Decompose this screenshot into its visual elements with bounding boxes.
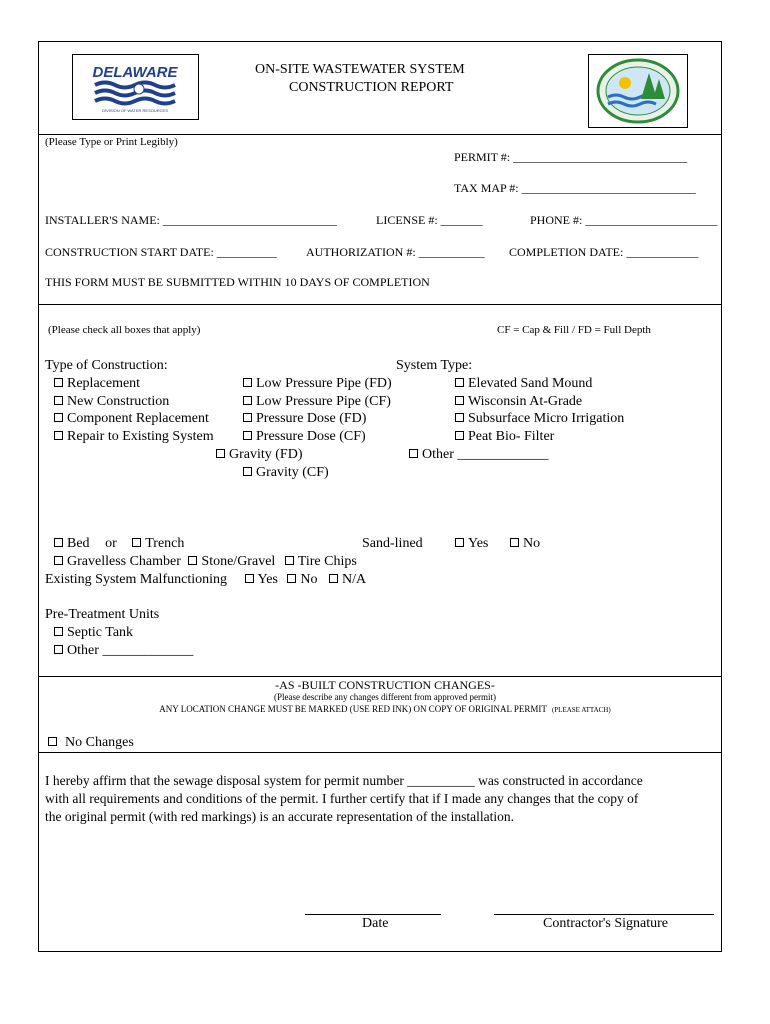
checkbox[interactable]: [54, 378, 63, 387]
section-divider: [38, 676, 722, 677]
option-system-other[interactable]: Other _____________: [409, 447, 548, 463]
tax-map-field[interactable]: TAX MAP #: _____________________________: [454, 181, 696, 195]
state-seal-logo: [588, 54, 688, 128]
checkbox-gravelless[interactable]: [54, 556, 63, 565]
option-pretreatment-other[interactable]: Other _____________: [54, 643, 193, 659]
option-no-changes[interactable]: No Changes: [48, 735, 134, 751]
checkbox-malfunction-yes[interactable]: [245, 574, 254, 583]
option-gravity-fd[interactable]: Gravity (FD): [216, 447, 303, 463]
form-title-line2: CONSTRUCTION REPORT: [289, 80, 454, 95]
sand-lined-no[interactable]: No: [510, 536, 540, 552]
authorization-field[interactable]: AUTHORIZATION #: ___________: [306, 245, 485, 259]
date-label: Date: [362, 916, 389, 931]
option-peat-bio-filter[interactable]: Peat Bio- Filter: [455, 429, 554, 445]
checkbox-stone-gravel[interactable]: [188, 556, 197, 565]
system-type-heading: System Type:: [396, 358, 473, 373]
checkbox[interactable]: [243, 413, 252, 422]
option-lpp-fd[interactable]: Low Pressure Pipe (FD): [243, 376, 392, 392]
seal-icon: [589, 55, 687, 127]
bed-label: Bed: [67, 536, 90, 551]
changes-subnote: (Please describe any changes different from approved permit): [274, 692, 496, 702]
media-row: [54, 554, 357, 570]
section-divider: [38, 134, 722, 135]
checkbox[interactable]: [243, 378, 252, 387]
stone-gravel-label: Stone/Gravel: [201, 554, 276, 569]
delaware-logo-subtext: DIVISION OF WATER RESOURCES: [102, 108, 168, 113]
section-divider: [38, 304, 722, 305]
option-gravity-cf[interactable]: Gravity (CF): [243, 465, 329, 481]
checkbox[interactable]: [54, 431, 63, 440]
checkbox[interactable]: [510, 538, 519, 547]
location-change-note: ANY LOCATION CHANGE MUST BE MARKED (USE RED INK) ON COPY OF ORIGINAL PERMIT (PLEASE ATTACH): [159, 704, 611, 714]
phone-field[interactable]: PHONE #: ______________________: [530, 213, 718, 227]
option-pressure-dose-cf[interactable]: Pressure Dose (CF): [243, 429, 366, 445]
affirmation-line1: I hereby affirm that the sewage disposal system for permit number __________ was constructed in accordance: [45, 773, 643, 788]
pretreatment-heading: Pre-Treatment Units: [45, 607, 160, 622]
checkbox-trench[interactable]: [132, 538, 141, 547]
installer-name-field[interactable]: INSTALLER'S NAME: _____________________________: [45, 213, 337, 227]
checkbox[interactable]: [54, 413, 63, 422]
checkbox-tire-chips[interactable]: [285, 556, 294, 565]
option-wisconsin-at-grade[interactable]: Wisconsin At-Grade: [455, 394, 582, 410]
option-subsurface-micro-irrigation[interactable]: Subsurface Micro Irrigation: [455, 411, 624, 427]
sand-lined-yes[interactable]: Yes: [455, 536, 488, 552]
tire-chips-label: Tire Chips: [297, 554, 357, 569]
legibility-note: (Please Type or Print Legibly): [45, 136, 178, 148]
checkbox-malfunction-na[interactable]: [329, 574, 338, 583]
option-septic-tank[interactable]: Septic Tank: [54, 625, 133, 641]
start-date-field[interactable]: CONSTRUCTION START DATE: __________: [45, 245, 277, 259]
gravelless-label: Gravelless Chamber: [67, 554, 181, 569]
affirmation-line2: with all requirements and conditions of the permit. I further certify that if I made any changes that the copy of: [45, 791, 639, 806]
permit-number-field[interactable]: PERMIT #: _____________________________: [454, 150, 688, 164]
check-all-note: (Please check all boxes that apply): [48, 324, 201, 336]
option-repair-existing[interactable]: Repair to Existing System: [54, 429, 214, 445]
delaware-waves-icon: [73, 55, 198, 119]
submit-notice: THIS FORM MUST BE SUBMITTED WITHIN 10 DAYS OF COMPLETION: [45, 275, 430, 289]
option-lpp-cf[interactable]: Low Pressure Pipe (CF): [243, 394, 391, 410]
checkbox[interactable]: [455, 396, 464, 405]
delaware-logo: [72, 54, 199, 120]
checkbox[interactable]: [54, 396, 63, 405]
malfunction-row: Existing System Malfunctioning Yes No N/A: [45, 572, 367, 587]
checkbox[interactable]: [54, 645, 63, 654]
trench-label: Trench: [145, 536, 185, 551]
checkbox[interactable]: [243, 396, 252, 405]
changes-heading: -AS -BUILT CONSTRUCTION CHANGES-: [275, 678, 495, 692]
malfunction-label: Existing System Malfunctioning: [45, 572, 227, 587]
section-divider: [38, 752, 722, 753]
option-new-construction[interactable]: New Construction: [54, 394, 169, 410]
checkbox[interactable]: [243, 431, 252, 440]
signature-label: Contractor's Signature: [543, 916, 668, 931]
construction-type-heading: Type of Construction:: [45, 358, 168, 373]
checkbox[interactable]: [54, 627, 63, 636]
form-title-line1: ON-SITE WASTEWATER SYSTEM: [255, 62, 465, 77]
sand-lined-label: Sand-lined: [362, 536, 423, 551]
bed-trench-row: [54, 536, 184, 552]
checkbox[interactable]: [48, 737, 57, 746]
affirmation-line3: the original permit (with red markings) is an accurate representation of the installation.: [45, 809, 514, 824]
signature-line[interactable]: [494, 914, 714, 915]
or-label: or: [105, 536, 117, 551]
option-component-replacement[interactable]: Component Replacement: [54, 411, 209, 427]
checkbox[interactable]: [455, 378, 464, 387]
checkbox[interactable]: [455, 413, 464, 422]
checkbox-malfunction-no[interactable]: [287, 574, 296, 583]
checkbox-bed[interactable]: [54, 538, 63, 547]
completion-date-field[interactable]: COMPLETION DATE: ____________: [509, 245, 699, 259]
option-replacement[interactable]: Replacement: [54, 376, 140, 392]
cf-fd-legend: CF = Cap & Fill / FD = Full Depth: [497, 324, 651, 336]
checkbox[interactable]: [216, 449, 225, 458]
date-line[interactable]: [305, 914, 441, 915]
checkbox[interactable]: [455, 431, 464, 440]
checkbox[interactable]: [409, 449, 418, 458]
option-pressure-dose-fd[interactable]: Pressure Dose (FD): [243, 411, 366, 427]
checkbox[interactable]: [455, 538, 464, 547]
checkbox[interactable]: [243, 467, 252, 476]
delaware-logo-wordmark: DELAWARE: [92, 64, 178, 81]
option-elevated-sand-mound[interactable]: Elevated Sand Mound: [455, 376, 592, 392]
license-field[interactable]: LICENSE #: _______: [376, 213, 483, 227]
